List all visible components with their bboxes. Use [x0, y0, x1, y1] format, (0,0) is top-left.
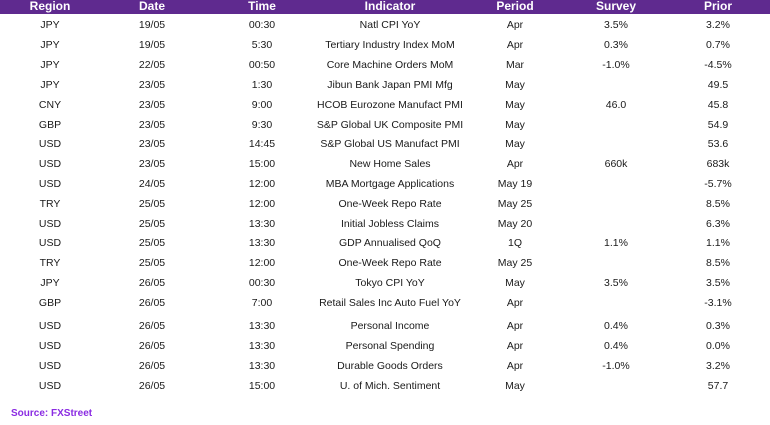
cell-period: Apr: [506, 19, 524, 31]
cell-period: May: [505, 119, 525, 131]
cell-indicator: One-Week Repo Rate: [338, 198, 442, 210]
cell-region: USD: [38, 178, 62, 190]
cell-region: JPY: [40, 277, 60, 289]
cell-indicator: One-Week Repo Rate: [338, 257, 442, 269]
cell-time: 00:50: [248, 59, 276, 71]
table-row: [0, 254, 770, 272]
cell-prior: -4.5%: [704, 59, 732, 71]
cell-time: 13:30: [248, 237, 276, 249]
cell-prior: 3.2%: [706, 360, 730, 372]
cell-date: 26/05: [138, 297, 166, 309]
cell-period: May 25: [497, 198, 533, 210]
header-date: Date: [138, 0, 165, 13]
header-period: Period: [496, 0, 534, 13]
table-row: [0, 175, 770, 193]
table-row: [0, 135, 770, 153]
cell-region: JPY: [40, 39, 60, 51]
table-row: [0, 274, 770, 292]
cell-date: 25/05: [138, 237, 166, 249]
cell-period: Apr: [506, 360, 524, 372]
cell-date: 26/05: [138, 340, 166, 352]
table-row: [0, 294, 770, 312]
header-region: Region: [29, 0, 71, 13]
header-survey: Survey: [595, 0, 637, 13]
cell-date: 22/05: [138, 59, 166, 71]
cell-time: 00:30: [248, 19, 276, 31]
cell-date: 24/05: [138, 178, 166, 190]
cell-time: 12:00: [248, 198, 276, 210]
cell-region: USD: [38, 237, 62, 249]
cell-prior: 49.5: [707, 79, 729, 91]
cell-prior: 1.1%: [706, 237, 730, 249]
cell-period: May: [505, 277, 525, 289]
cell-time: 1:30: [251, 79, 273, 91]
cell-period: Apr: [506, 340, 524, 352]
cell-date: 25/05: [138, 198, 166, 210]
cell-period: May 25: [497, 257, 533, 269]
cell-indicator: Tertiary Industry Index MoM: [325, 39, 455, 51]
cell-prior: 0.7%: [706, 39, 730, 51]
cell-prior: 57.7: [707, 380, 729, 392]
table-row: [0, 116, 770, 134]
table-row: [0, 155, 770, 173]
cell-date: 23/05: [138, 138, 166, 150]
table-row: [0, 195, 770, 213]
table-row: [0, 377, 770, 395]
cell-time: 14:45: [248, 138, 276, 150]
cell-region: TRY: [39, 198, 61, 210]
cell-date: 26/05: [138, 320, 166, 332]
cell-region: USD: [38, 138, 62, 150]
cell-date: 26/05: [138, 360, 166, 372]
cell-region: USD: [38, 360, 62, 372]
cell-time: 12:00: [248, 178, 276, 190]
cell-indicator: New Home Sales: [349, 158, 431, 170]
cell-date: 26/05: [138, 380, 166, 392]
cell-survey: 0.4%: [604, 340, 628, 352]
cell-prior: 8.5%: [706, 198, 730, 210]
cell-region: USD: [38, 158, 62, 170]
cell-time: 12:00: [248, 257, 276, 269]
cell-period: Mar: [505, 59, 525, 71]
cell-period: Apr: [506, 158, 524, 170]
cell-survey: 660k: [604, 158, 628, 170]
cell-indicator: MBA Mortgage Applications: [325, 178, 455, 190]
table-row: [0, 357, 770, 375]
cell-indicator: Natl CPI YoY: [359, 19, 421, 31]
cell-time: 15:00: [248, 380, 276, 392]
table-header: [0, 0, 770, 14]
cell-indicator: Jibun Bank Japan PMI Mfg: [327, 79, 453, 91]
cell-region: JPY: [40, 19, 60, 31]
cell-indicator: Durable Goods Orders: [337, 360, 443, 372]
table-row: [0, 16, 770, 34]
cell-indicator: Personal Income: [350, 320, 430, 332]
cell-date: 26/05: [138, 277, 166, 289]
cell-period: Apr: [506, 39, 524, 51]
cell-prior: 45.8: [707, 99, 729, 111]
header-prior: Prior: [703, 0, 732, 13]
header-indicator: Indicator: [364, 0, 416, 13]
header-time: Time: [248, 0, 276, 13]
cell-period: May: [505, 99, 525, 111]
cell-prior: -5.7%: [704, 178, 732, 190]
cell-prior: 0.0%: [706, 340, 730, 352]
cell-prior: 54.9: [707, 119, 729, 131]
cell-prior: 3.2%: [706, 19, 730, 31]
cell-prior: 6.3%: [706, 218, 730, 230]
cell-prior: 8.5%: [706, 257, 730, 269]
cell-prior: 0.3%: [706, 320, 730, 332]
cell-region: CNY: [38, 99, 62, 111]
cell-survey: -1.0%: [602, 59, 630, 71]
cell-region: GBP: [38, 119, 62, 131]
cell-time: 9:30: [251, 119, 273, 131]
cell-period: May: [505, 138, 525, 150]
cell-indicator: Retail Sales Inc Auto Fuel YoY: [319, 297, 461, 309]
cell-time: 15:00: [248, 158, 276, 170]
cell-date: 23/05: [138, 158, 166, 170]
cell-date: 23/05: [138, 99, 166, 111]
cell-time: 5:30: [251, 39, 273, 51]
cell-region: USD: [38, 380, 62, 392]
cell-survey: 46.0: [605, 99, 627, 111]
cell-prior: 53.6: [707, 138, 729, 150]
cell-indicator: Personal Spending: [345, 340, 435, 352]
cell-period: 1Q: [507, 237, 522, 249]
table-row: [0, 36, 770, 54]
cell-region: GBP: [38, 297, 62, 309]
cell-indicator: S&P Global US Manufact PMI: [320, 138, 460, 150]
cell-region: JPY: [40, 59, 60, 71]
cell-prior: 3.5%: [706, 277, 730, 289]
table-row: [0, 337, 770, 355]
cell-period: May: [505, 380, 525, 392]
cell-time: 13:30: [248, 320, 276, 332]
cell-date: 19/05: [138, 39, 166, 51]
cell-prior: -3.1%: [704, 297, 732, 309]
cell-survey: 0.4%: [604, 320, 628, 332]
table-row: [0, 317, 770, 335]
table-row: [0, 96, 770, 114]
cell-period: May: [505, 79, 525, 91]
cell-prior: 683k: [706, 158, 730, 170]
cell-region: JPY: [40, 79, 60, 91]
cell-region: USD: [38, 218, 62, 230]
cell-indicator: Initial Jobless Claims: [340, 218, 440, 230]
cell-time: 00:30: [248, 277, 276, 289]
cell-date: 23/05: [138, 79, 166, 91]
source-note: Source: FXStreet: [11, 408, 93, 419]
cell-region: TRY: [39, 257, 61, 269]
cell-date: 23/05: [138, 119, 166, 131]
cell-time: 13:30: [248, 360, 276, 372]
cell-time: 9:00: [251, 99, 273, 111]
cell-time: 7:00: [251, 297, 273, 309]
cell-region: USD: [38, 340, 62, 352]
cell-time: 13:30: [248, 218, 276, 230]
cell-date: 19/05: [138, 19, 166, 31]
cell-survey: 1.1%: [604, 237, 628, 249]
cell-period: Apr: [506, 297, 524, 309]
cell-date: 25/05: [138, 257, 166, 269]
table-row: [0, 215, 770, 233]
table-row: [0, 234, 770, 252]
table-row: [0, 76, 770, 94]
cell-indicator: Tokyo CPI YoY: [355, 277, 425, 289]
cell-time: 13:30: [248, 340, 276, 352]
cell-date: 25/05: [138, 218, 166, 230]
cell-indicator: HCOB Eurozone Manufact PMI: [317, 99, 463, 111]
cell-indicator: U. of Mich. Sentiment: [339, 380, 441, 392]
cell-period: May 20: [497, 218, 533, 230]
cell-period: May 19: [497, 178, 533, 190]
cell-survey: -1.0%: [602, 360, 630, 372]
cell-period: Apr: [506, 320, 524, 332]
cell-indicator: S&P Global UK Composite PMI: [316, 119, 464, 131]
cell-survey: 3.5%: [604, 277, 628, 289]
cell-survey: 0.3%: [604, 39, 628, 51]
table-row: [0, 56, 770, 74]
cell-region: USD: [38, 320, 62, 332]
cell-survey: 3.5%: [604, 19, 628, 31]
cell-indicator: GDP Annualised QoQ: [339, 237, 441, 249]
cell-indicator: Core Machine Orders MoM: [326, 59, 454, 71]
